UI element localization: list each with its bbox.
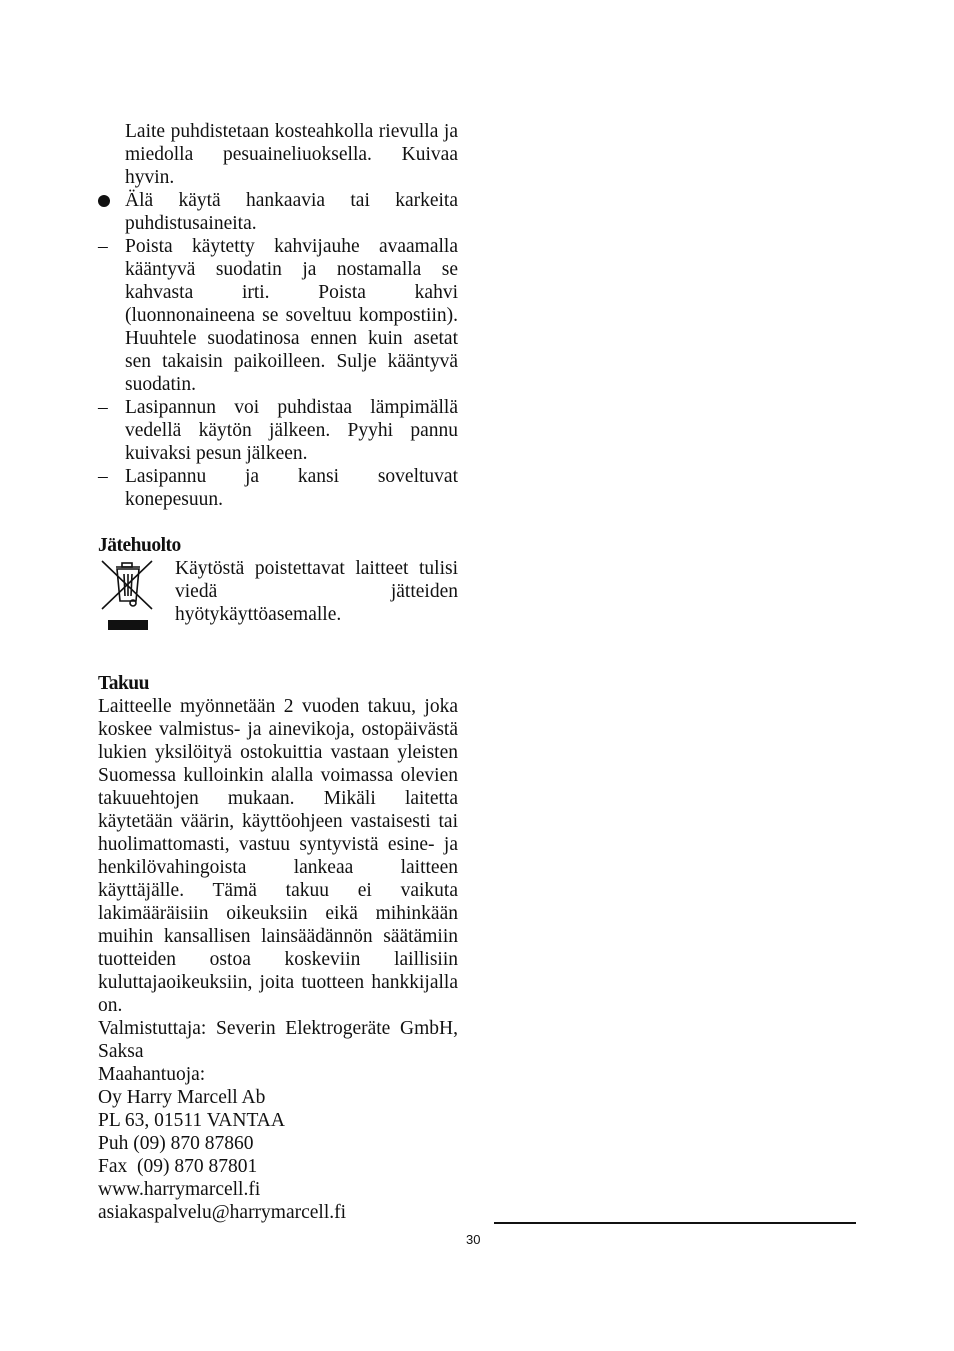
waste-text: Käytöstä poistettavat laitteet tulisi viedä jätteiden hyötykäyttöasemalle.	[175, 558, 458, 625]
care-intro: Laite puhdistetaan kosteahkolla rievulla ja miedolla pesuaineliuoksella. Kuivaa hyvin.	[125, 121, 458, 188]
footer-rule	[494, 1222, 856, 1224]
dash-marker: –	[98, 466, 108, 487]
dash-text: Lasipannun voi puhdistaa lämpimällä vedellä käytön jälkeen. Pyyhi pannu kuivaksi pesun jälkeen.	[125, 397, 458, 464]
waste-section	[98, 557, 458, 637]
manufacturer: Valmistuttaja: Severin Elektrogeräte GmbH, Saksa	[98, 1018, 458, 1062]
importer-label: Maahantuoja:	[98, 1064, 206, 1085]
dash-item	[98, 235, 458, 396]
importer-email-link[interactable]: asiakaspalvelu@harrymarcell.fi	[98, 1202, 347, 1223]
dash-marker: –	[98, 397, 108, 418]
warranty-text: Laitteelle myönnetään 2 vuoden takuu, joka koskee valmistus- ja ainevikoja, ostopäivästä lukien yksilöityä ostokuittia vastaan yleisten Suomessa kulloinkin alalla voimassa olevien takuuehtojen mukaan. Mikäli laitetta käytetään väärin, käyttöohjeen vastaisesti tai huolimattomasti, vastuu syntyvistä esine- ja henkilövahingoista lankeaa laitteen käyttäjälle. Tämä takuu ei vaikuta lakimääräisiin oikeuksiin eikä mihinkään muihin kansallisen lainsäädännön säätämiin tuotteiden ostoa koskeviin laillisiin kuluttajaoikeuksiin, joita tuotteen hankkijalla on.	[98, 696, 458, 1016]
importer-fax: Fax (09) 870 87801	[98, 1156, 258, 1177]
dash-item	[98, 396, 458, 465]
importer-name: Oy Harry Marcell Ab	[98, 1087, 266, 1108]
bullet-item	[98, 189, 458, 235]
bullet-text: Älä käytä hankaavia tai karkeita puhdistusaineita.	[125, 190, 458, 234]
bullet-dot-icon	[98, 189, 120, 213]
waste-heading: Jätehuolto	[98, 535, 181, 556]
page-number: 30	[466, 1232, 481, 1247]
dash-text: Lasipannu ja kansi soveltuvat konepesuun.	[125, 466, 458, 510]
importer-phone: Puh (09) 870 87860	[98, 1133, 254, 1154]
crossed-out-wheelie-bin-icon	[98, 557, 158, 633]
importer-web-link[interactable]: www.harrymarcell.fi	[98, 1179, 261, 1200]
importer-address: PL 63, 01511 VANTAA	[98, 1110, 285, 1131]
warranty-heading: Takuu	[98, 673, 150, 694]
dash-text: Poista käytetty kahvijauhe avaamalla kääntyvä suodatin ja nostamalla se kahvasta irti. Poista kahvi (luonnonaineena se soveltuu kompostiin). Huuhtele suodatinosa ennen kuin asetat sen takaisin paikoilleen. Sulje kääntyvä suodatin.	[125, 236, 458, 395]
left-column	[98, 120, 458, 1224]
dash-item	[98, 465, 458, 511]
dash-marker: –	[98, 236, 108, 257]
